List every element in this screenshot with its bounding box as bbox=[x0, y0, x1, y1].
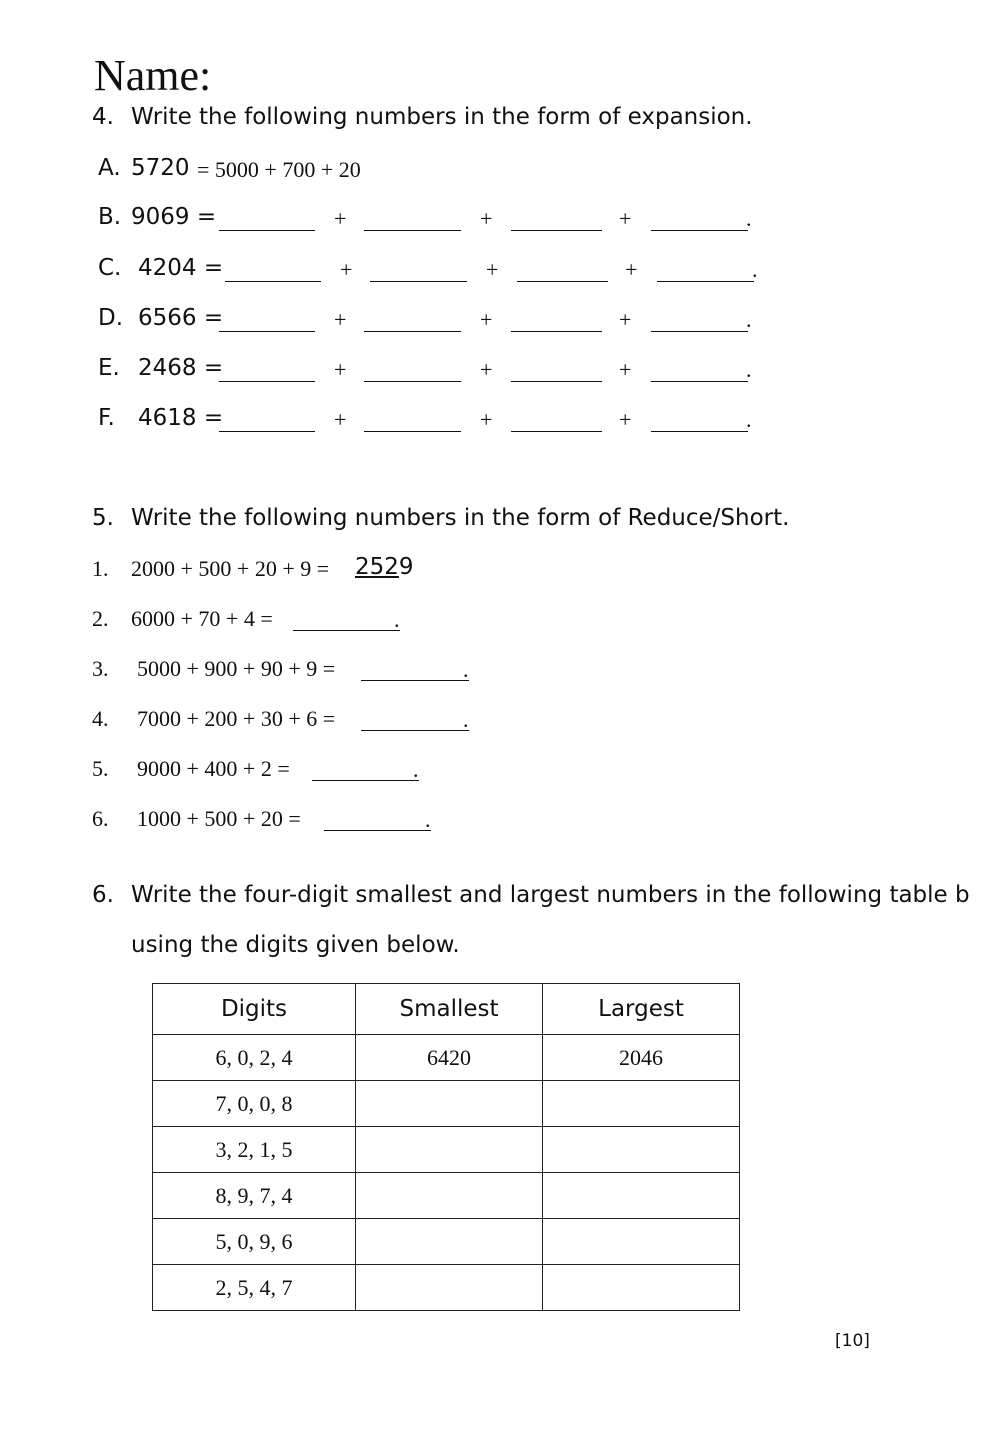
answer-blank[interactable] bbox=[364, 431, 461, 432]
end-period: . bbox=[752, 257, 758, 282]
q6-title-line2: using the digits given below. bbox=[131, 932, 460, 958]
q5-item-number: 1. bbox=[92, 556, 109, 581]
q4-item-number: 6566 = bbox=[138, 305, 224, 331]
cell-digits: 8, 9, 7, 4 bbox=[153, 1173, 356, 1219]
answer-blank[interactable] bbox=[293, 630, 400, 631]
end-period: . bbox=[746, 307, 752, 332]
end-period: . bbox=[463, 657, 469, 682]
name-label: Name: bbox=[94, 51, 212, 100]
plus-sign: + bbox=[619, 307, 632, 332]
q4-item-number: 4204 = bbox=[138, 255, 224, 281]
cell-largest[interactable] bbox=[543, 1127, 740, 1173]
q4-item-number: 9069 = bbox=[131, 204, 217, 230]
plus-sign: + bbox=[486, 257, 499, 282]
q5-item-expression: 1000 + 500 + 20 = bbox=[137, 806, 301, 831]
cell-largest: 2046 bbox=[543, 1035, 740, 1081]
end-period: . bbox=[746, 206, 752, 231]
end-period: . bbox=[413, 757, 419, 782]
end-period: . bbox=[746, 357, 752, 382]
cell-smallest[interactable] bbox=[356, 1127, 543, 1173]
plus-sign: + bbox=[334, 206, 347, 231]
answer-blank[interactable] bbox=[511, 230, 602, 231]
plus-sign: + bbox=[619, 206, 632, 231]
answer-blank[interactable] bbox=[219, 331, 315, 332]
answer-blank[interactable] bbox=[364, 331, 461, 332]
q4-item-label: E. bbox=[98, 355, 120, 381]
cell-smallest: 6420 bbox=[356, 1035, 543, 1081]
q5-item-expression: 6000 + 70 + 4 = bbox=[131, 606, 273, 631]
q5-title: Write the following numbers in the form of Reduce/Short. bbox=[131, 505, 790, 531]
q6-number: 6. bbox=[92, 882, 114, 908]
cell-digits: 6, 0, 2, 4 bbox=[153, 1035, 356, 1081]
answer-blank[interactable] bbox=[219, 431, 315, 432]
answer-blank[interactable] bbox=[312, 780, 419, 781]
plus-sign: + bbox=[334, 307, 347, 332]
plus-sign: + bbox=[334, 357, 347, 382]
q4-item-number: 2468 = bbox=[138, 355, 224, 381]
digits-table bbox=[152, 983, 740, 1311]
cell-smallest[interactable] bbox=[356, 1173, 543, 1219]
cell-smallest[interactable] bbox=[356, 1219, 543, 1265]
q4-number: 4. bbox=[92, 104, 114, 130]
cell-digits: 7, 0, 0, 8 bbox=[153, 1081, 356, 1127]
answer-blank[interactable] bbox=[370, 281, 467, 282]
plus-sign: + bbox=[480, 407, 493, 432]
table-header-row bbox=[153, 984, 740, 1035]
q5-answer-underlined: 252 bbox=[355, 554, 399, 580]
q5-item-expression: 7000 + 200 + 30 + 6 = bbox=[137, 706, 336, 731]
header-smallest: Smallest bbox=[356, 984, 543, 1035]
answer-blank[interactable] bbox=[511, 381, 602, 382]
table-row bbox=[153, 1081, 740, 1127]
cell-largest[interactable] bbox=[543, 1173, 740, 1219]
cell-digits: 3, 2, 1, 5 bbox=[153, 1127, 356, 1173]
answer-blank[interactable] bbox=[511, 431, 602, 432]
answer-blank[interactable] bbox=[219, 230, 315, 231]
q6-title-line1: Write the four-digit smallest and largest numbers in the following table b bbox=[131, 882, 970, 908]
q5-item-expression: 5000 + 900 + 90 + 9 = bbox=[137, 656, 336, 681]
answer-blank[interactable] bbox=[651, 331, 748, 332]
answer-blank[interactable] bbox=[219, 381, 315, 382]
q4-item-label: C. bbox=[98, 255, 122, 281]
answer-blank[interactable] bbox=[361, 680, 469, 681]
q4-item-label: F. bbox=[98, 405, 115, 431]
q5-item-number: 2. bbox=[92, 606, 109, 631]
q5-item-number: 4. bbox=[92, 706, 109, 731]
plus-sign: + bbox=[619, 407, 632, 432]
q5-item-number: 5. bbox=[92, 756, 109, 781]
q5-item-number: 6. bbox=[92, 806, 109, 831]
q4-example-expansion: = 5000 + 700 + 20 bbox=[197, 157, 361, 182]
cell-digits: 5, 0, 9, 6 bbox=[153, 1219, 356, 1265]
answer-blank[interactable] bbox=[225, 281, 321, 282]
answer-blank[interactable] bbox=[364, 381, 461, 382]
answer-blank[interactable] bbox=[651, 431, 748, 432]
table-row bbox=[153, 1035, 740, 1081]
answer-blank[interactable] bbox=[361, 730, 469, 731]
q5-answer-example bbox=[355, 554, 414, 580]
q4-item-label: D. bbox=[98, 305, 124, 331]
end-period: . bbox=[425, 807, 431, 832]
q4-item-number: 4618 = bbox=[138, 405, 224, 431]
q5-item-expression: 9000 + 400 + 2 = bbox=[137, 756, 290, 781]
plus-sign: + bbox=[625, 257, 638, 282]
plus-sign: + bbox=[480, 357, 493, 382]
end-period: . bbox=[746, 407, 752, 432]
answer-blank[interactable] bbox=[651, 230, 748, 231]
q5-item-number: 3. bbox=[92, 656, 109, 681]
answer-blank[interactable] bbox=[657, 281, 754, 282]
answer-blank[interactable] bbox=[364, 230, 461, 231]
cell-largest[interactable] bbox=[543, 1265, 740, 1311]
cell-largest[interactable] bbox=[543, 1081, 740, 1127]
score-label: [10] bbox=[835, 1331, 870, 1351]
table-row bbox=[153, 1127, 740, 1173]
answer-blank[interactable] bbox=[324, 830, 431, 831]
cell-smallest[interactable] bbox=[356, 1265, 543, 1311]
answer-blank[interactable] bbox=[651, 381, 748, 382]
plus-sign: + bbox=[619, 357, 632, 382]
plus-sign: + bbox=[334, 407, 347, 432]
q4-example-label: A. bbox=[98, 155, 121, 181]
cell-largest[interactable] bbox=[543, 1219, 740, 1265]
q4-title: Write the following numbers in the form of expansion. bbox=[131, 104, 753, 130]
header-digits: Digits bbox=[153, 984, 356, 1035]
q4-example-number: 5720 bbox=[131, 155, 190, 181]
answer-blank[interactable] bbox=[511, 331, 602, 332]
table-row bbox=[153, 1265, 740, 1311]
table-row bbox=[153, 1173, 740, 1219]
q4-item-label: B. bbox=[98, 204, 122, 230]
q5-answer-rest: 9 bbox=[398, 554, 414, 580]
plus-sign: + bbox=[340, 257, 353, 282]
header-largest: Largest bbox=[543, 984, 740, 1035]
plus-sign: + bbox=[480, 307, 493, 332]
table-row bbox=[153, 1219, 740, 1265]
end-period: . bbox=[463, 707, 469, 732]
end-period: . bbox=[394, 607, 400, 632]
answer-blank[interactable] bbox=[517, 281, 608, 282]
cell-smallest[interactable] bbox=[356, 1081, 543, 1127]
q5-number: 5. bbox=[92, 505, 114, 531]
cell-digits: 2, 5, 4, 7 bbox=[153, 1265, 356, 1311]
plus-sign: + bbox=[480, 206, 493, 231]
q5-item-expression: 2000 + 500 + 20 + 9 = bbox=[131, 556, 330, 581]
